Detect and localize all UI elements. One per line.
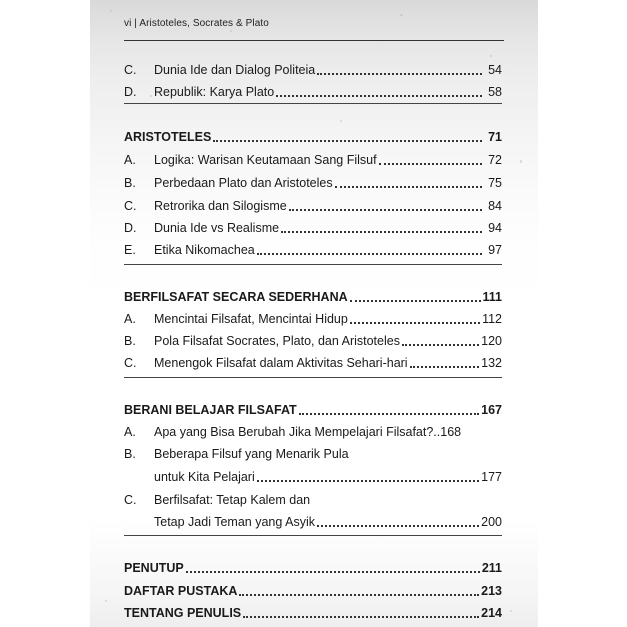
toc-entry[interactable] (124, 58, 502, 78)
toc-entry-line[interactable] (124, 442, 502, 462)
toc-entry[interactable] (124, 148, 502, 168)
toc-entry[interactable] (124, 171, 502, 191)
section-title: BERANI BELAJAR FILSAFAT (124, 403, 297, 417)
section-title: BERFILSAFAT SECARA SEDERHANA (124, 290, 348, 304)
dot-leader (213, 130, 482, 142)
toc-entry[interactable] (124, 238, 502, 258)
dot-leader (281, 221, 482, 233)
entry-letter: E. (124, 243, 136, 257)
entry-letter: A. (124, 425, 136, 439)
dot-leader (350, 312, 480, 324)
entry-letter: C. (124, 356, 137, 370)
entry-title: Etika Nikomachea (154, 243, 255, 257)
entry-page: 58 (488, 85, 502, 99)
entry-letter: D. (124, 85, 137, 99)
entry-letter: D. (124, 221, 137, 235)
toc-entry[interactable] (124, 216, 502, 236)
entry-page: 132 (481, 356, 502, 370)
section-divider (124, 377, 502, 378)
running-head: vi | Aristoteles, Socrates & Plato (124, 18, 269, 29)
dot-leader (335, 176, 482, 188)
section-title: DAFTAR PUSTAKA (124, 584, 238, 598)
toc-section-heading[interactable] (124, 125, 502, 145)
entry-title: Republik: Karya Plato (154, 85, 275, 99)
section-title: TENTANG PENULIS (124, 606, 242, 620)
entry-title: Beberapa Filsuf yang Menarik Pula (154, 447, 349, 461)
entry-letter: B. (124, 447, 136, 461)
section-page: 111 (482, 290, 502, 304)
entry-page: 177 (481, 470, 502, 484)
entry-title: Perbedaan Plato dan Aristoteles (154, 176, 333, 190)
section-title: ARISTOTELES (124, 130, 212, 144)
entry-title: Retrorika dan Silogisme (154, 199, 287, 213)
entry-letter: C. (124, 199, 137, 213)
toc-entry-continuation[interactable] (124, 510, 502, 530)
entry-title-continued: Tetap Jadi Teman yang Asyik (154, 515, 315, 529)
entry-letter: B. (124, 334, 136, 348)
entry-page: 72 (488, 153, 502, 167)
section-page: 167 (481, 403, 502, 417)
toc-end-matter[interactable] (124, 556, 502, 576)
section-page: 71 (488, 130, 502, 144)
entry-page: 200 (481, 515, 502, 529)
entry-page: 168 (440, 425, 462, 439)
toc-section-heading[interactable] (124, 285, 502, 305)
entry-page: 75 (488, 176, 502, 190)
entry-page: 84 (488, 199, 502, 213)
toc-entry[interactable] (124, 80, 502, 100)
section-divider (124, 264, 502, 265)
entry-page: 97 (488, 243, 502, 257)
entry-letter: A. (124, 153, 136, 167)
entry-letter: C. (124, 493, 137, 507)
entry-title-continued: untuk Kita Pelajari (154, 470, 255, 484)
section-page: 214 (481, 606, 502, 620)
toc-entry[interactable] (124, 194, 502, 214)
section-title: PENUTUP (124, 561, 184, 575)
dot-leader (257, 243, 482, 255)
entry-page: 94 (488, 221, 502, 235)
entry-page: 112 (482, 312, 502, 326)
entry-page: 120 (481, 334, 502, 348)
toc-entry-continuation[interactable] (124, 465, 502, 485)
dot-leader (350, 290, 481, 302)
dot-leader (257, 470, 479, 482)
entry-letter: A. (124, 312, 136, 326)
dot-leader (402, 334, 479, 346)
entry-letter: B. (124, 176, 136, 190)
entry-letter: C. (124, 63, 137, 77)
entry-title: Pola Filsafat Socrates, Plato, dan Aristoteles (154, 334, 400, 348)
dot-leader (289, 199, 482, 211)
toc-entry[interactable] (124, 307, 502, 327)
dot-leader (410, 356, 480, 368)
entry-title: Dunia Ide dan Dialog Politeia (154, 63, 316, 77)
dot-leader (276, 85, 482, 97)
section-divider (124, 103, 502, 104)
entry-title: Logika: Warisan Keutamaan Sang Filsuf (154, 153, 377, 167)
entry-title: Apa yang Bisa Berubah Jika Mempelajari Filsafat?.. (154, 425, 441, 439)
entry-title: Berfilsafat: Tetap Kalem dan (154, 493, 311, 507)
entry-title: Menengok Filsafat dalam Aktivitas Sehari-hari (154, 356, 408, 370)
toc-section-heading[interactable] (124, 398, 502, 418)
toc-end-matter[interactable] (124, 601, 502, 621)
toc-entry[interactable] (124, 420, 502, 440)
toc-entry[interactable] (124, 329, 502, 349)
entry-page: 54 (488, 63, 502, 77)
entry-title: Mencintai Filsafat, Mencintai Hidup (154, 312, 348, 326)
dot-leader (317, 515, 479, 527)
section-divider (124, 535, 502, 536)
section-page: 211 (481, 561, 502, 575)
entry-title: Dunia Ide vs Realisme (154, 221, 280, 235)
dot-leader (239, 584, 479, 596)
dot-leader (317, 63, 482, 75)
toc-entry[interactable] (124, 351, 502, 371)
dot-leader (379, 153, 482, 165)
toc-entry-line[interactable] (124, 488, 502, 508)
header-divider (124, 40, 504, 41)
dot-leader (243, 606, 479, 618)
toc-end-matter[interactable] (124, 579, 502, 599)
dot-leader (186, 561, 480, 573)
dot-leader (299, 403, 479, 415)
section-page: 213 (481, 584, 502, 598)
